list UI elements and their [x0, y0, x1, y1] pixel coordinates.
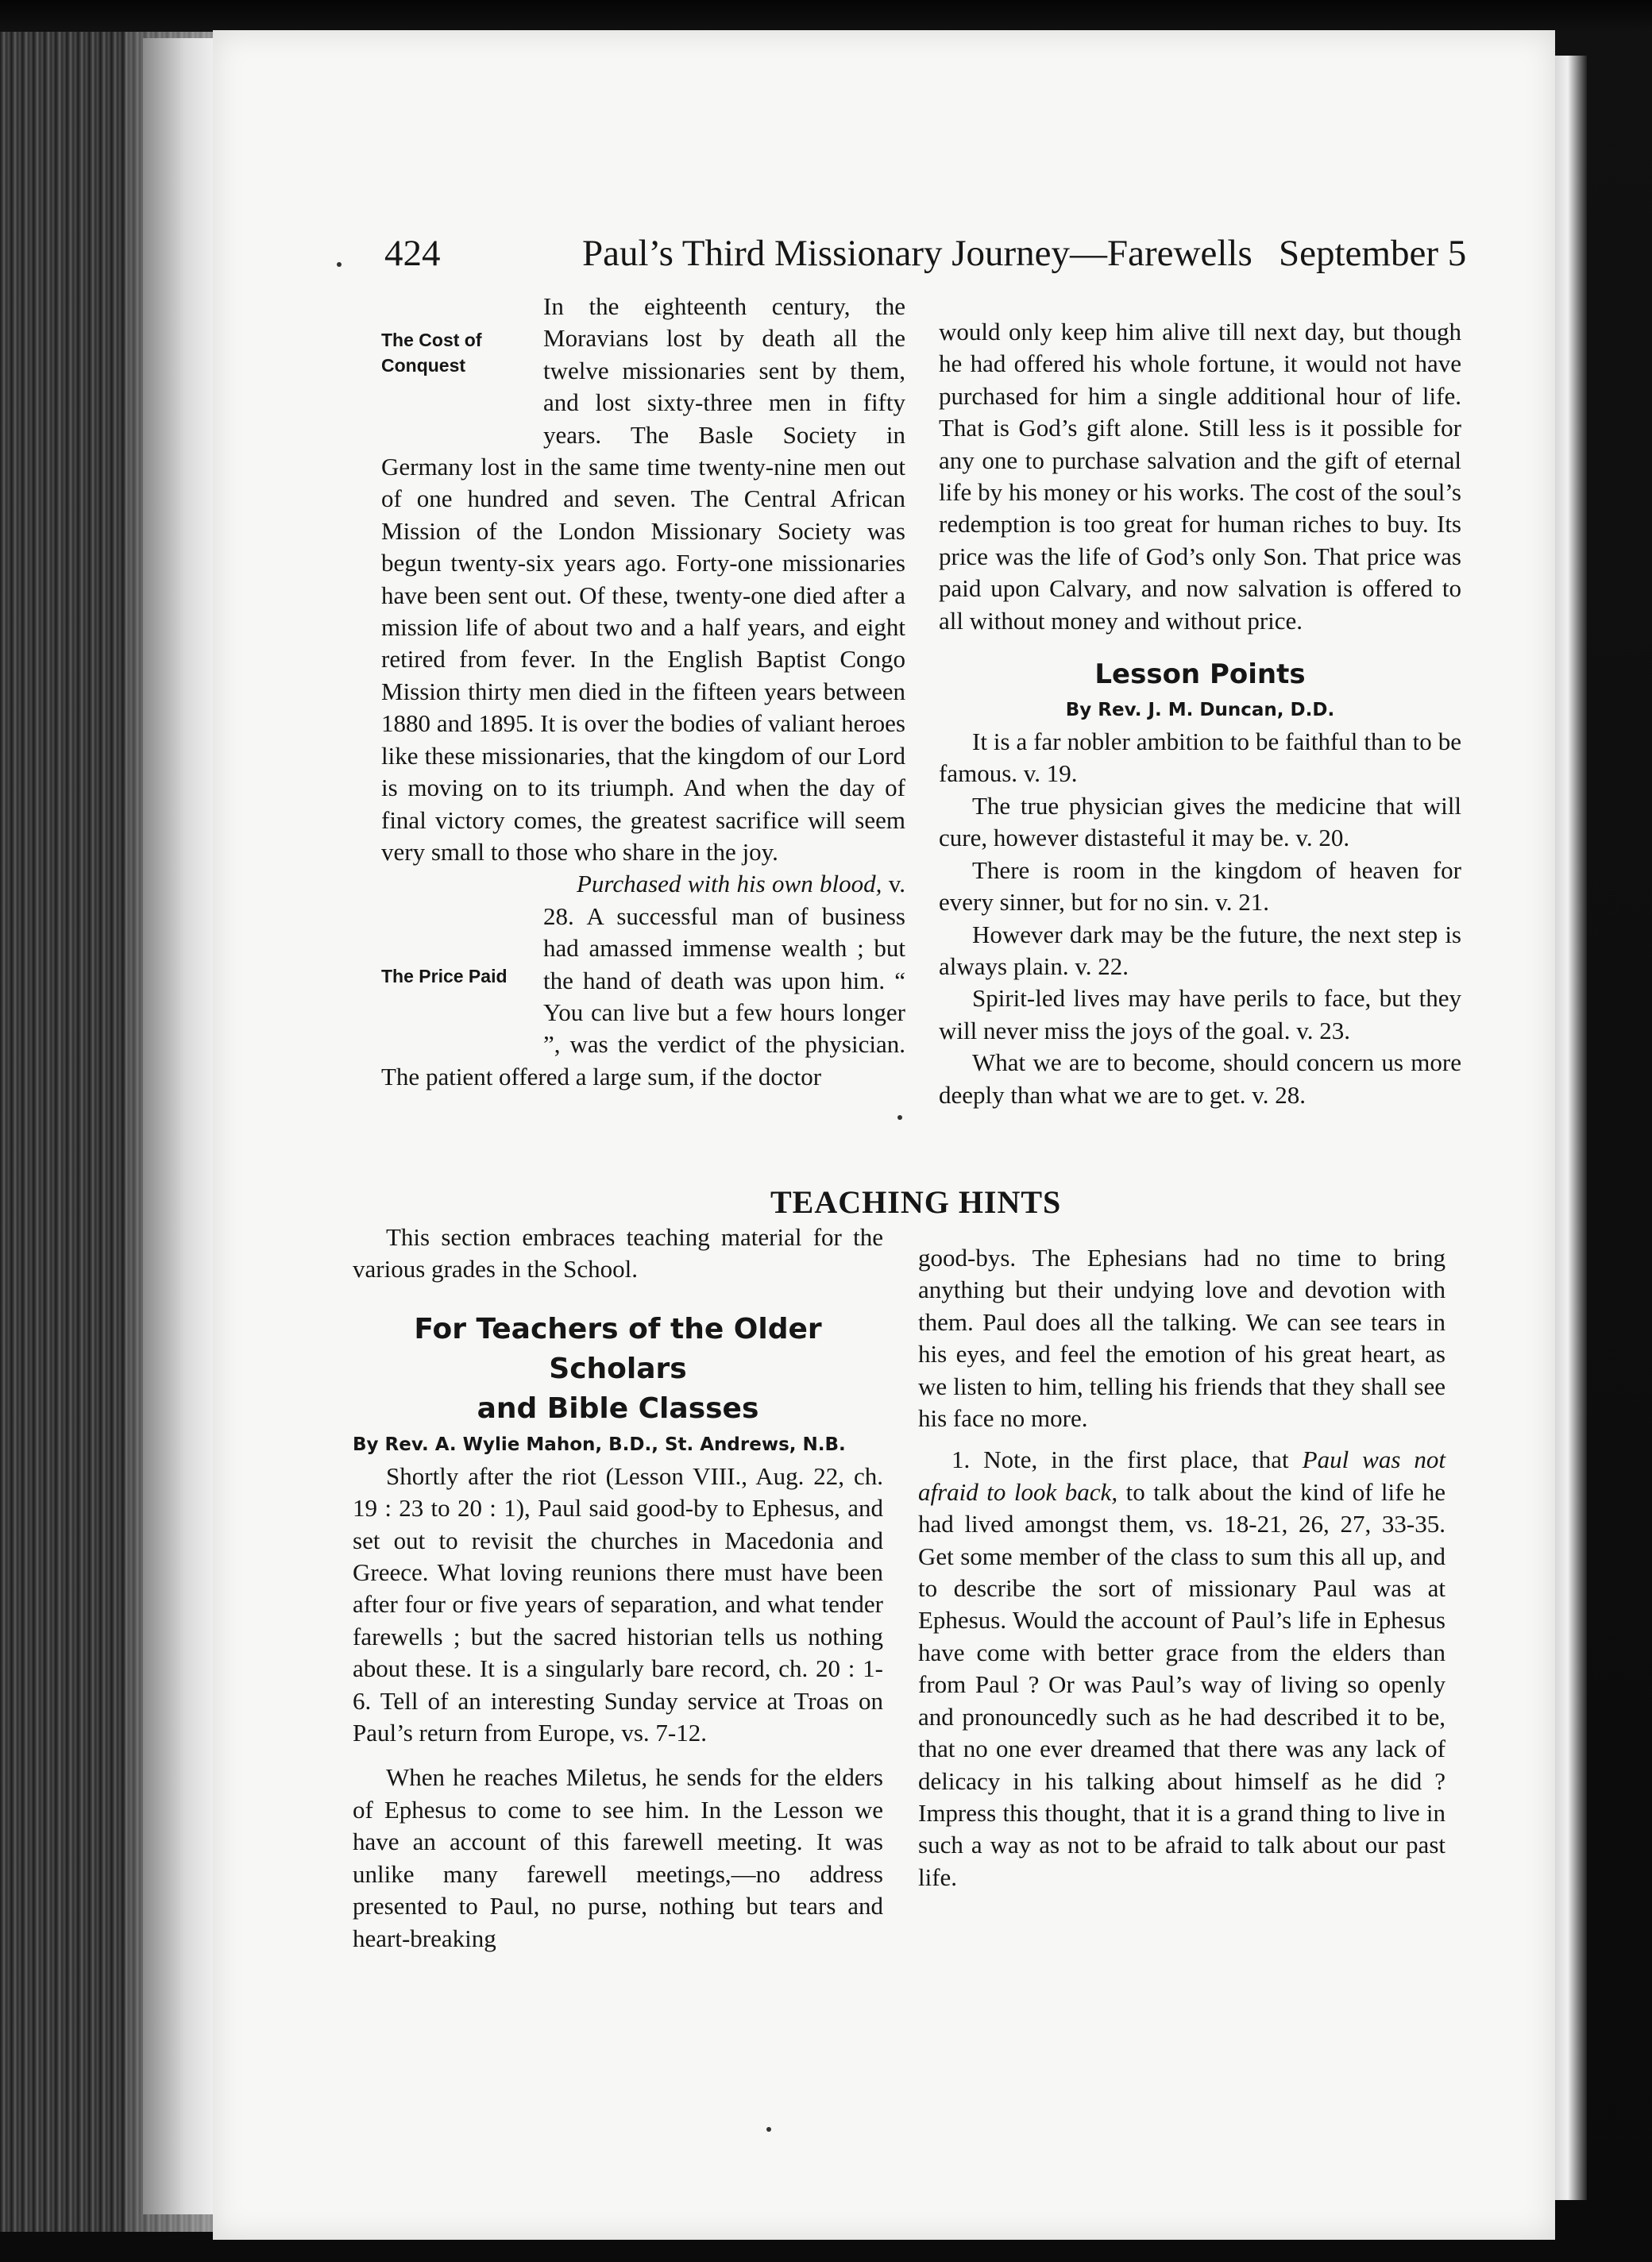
scan-speck [897, 1115, 902, 1120]
header-date: September 5 [1279, 233, 1467, 274]
lesson-point: What we are to become, should concern us more deeply than what we are to get. v. 28. [939, 1048, 1461, 1109]
note-start: 1. Note, in the first place, that [951, 1446, 1303, 1474]
miletus-paragraph: When he reaches Miletus, he sends for the elders of Ephesus to come to see him. In the Lesson we have an account of this farewell meeting. It was unlike many farewell meetings,—no address presented to Paul, no purse, nothing but tears and heart-breaking [353, 1763, 883, 1952]
lesson-point: It is a far nobler ambition to be faithful than to be famous. v. 19. [939, 728, 1461, 788]
lesson-points-byline: By Rev. J. M. Duncan, D.D. [1065, 700, 1335, 721]
teaching-intro: This section embraces teaching material for the various grades in the School. [353, 1223, 883, 1283]
scan-speck [337, 262, 342, 267]
goodbys-paragraph: good-bys. The Ephesians had no time to bring anything but their undying love and devotion with them. Paul does all the talking. We can see tears in his eyes, and feel the emotion of his great heart, as we listen to him, telling his friends that they shall see his face no more. [918, 1244, 1446, 1433]
lesson-point: However dark may be the future, the next step is always plain. v. 22. [939, 920, 1461, 980]
older-scholars-heading-line2: and Bible Classes [477, 1392, 759, 1425]
left-column-bottom [353, 1222, 883, 1955]
lesson-points-heading: Lesson Points [1094, 658, 1306, 691]
older-scholars-byline: By Rev. A. Wylie Mahon, B.D., St. Andrews, N.B. [353, 1434, 846, 1455]
left-column-top [381, 291, 905, 1093]
riot-paragraph: Shortly after the riot (Lesson VIII., Aug. 22, ch. 19 : 23 to 20 : 1), Paul said good-by to Ephesus, and set out to revisit the churches in Macedonia and Greece. What loving reunions there must have been after four or five years of separation, and what tender farewells ; but the sacred historian tells us nothing about these. It is a singularly bare record, ch. 20 : 1-6. Tell of an interesting Sunday service at Troas on Paul’s return from Europe, vs. 7-12. [353, 1461, 883, 1747]
lesson-point: There is room in the kingdom of heaven for every sinner, but for no sin. v. 21. [939, 855, 1461, 917]
sidenote-price-paid: The Price Paid [381, 966, 508, 987]
teaching-hints-title: TEACHING HINTS [770, 1184, 1062, 1220]
note-first-place-paragraph [918, 1444, 1446, 1893]
scan-speck [766, 2127, 771, 2132]
binding-gutter [143, 38, 214, 2214]
note-rest: to talk about the kind of life he had lived amongst them, vs. 18-21, 26, 27, 33-35. Get some member of the class to sum this all up, and to describe the sort of missionary Paul was at Ephesus. Would the account of Paul’s life in Ephesus have come with better grace from the elders than from Paul ? Or was Paul’s way of living so openly and pronouncedly such as he had described it to be, that no one ever dreamed that there was any lack of delicacy in his talking about himself as he did ? Impress this thought, that it is a grand thing to live in such a way as not to be afraid to talk about our past life. [918, 1477, 1446, 1891]
moravians-paragraph: In the eighteenth century, the Moravians lost by death all the twelve missionaries sent by them, and lost sixty-three men in fifty years. The Basle Society in Germany lost in the same time twenty-nine men out of one hundred and seven. The Central African Mission of the London Missionary Society was begun twenty-six years ago. Forty-one missionaries have been sent out. Of these, twenty-one died after a mission life of about two and a half years, and eight retired from fever. In the English Baptist Congo Mission thirty men died in the fifteen years between 1880 and 1895. It is over the bodies of valiant heroes like these missionaries, that the kingdom of our Lord is moving on to its triumph. And when the day of final victory comes, the greatest sacrifice will seem very small to those who share in the joy. [381, 292, 905, 866]
right-column-top [939, 316, 1461, 1111]
purchased-rest: v. 28. A successful man of business had amassed immense wealth ; but the hand of death was upon him. “ You can live but a few hours longer ”, was the verdict of the physician. The patient offered a large sum, if the doctor [381, 870, 905, 1090]
running-title: Paul’s Third Missionary Journey—Farewells [582, 233, 1253, 274]
sidenote-cost-of-conquest: The Cost of Conquest [381, 330, 482, 376]
lesson-point: Spirit-led lives may have perils to face, but they will never miss the joys of the goal. v. 23. [939, 984, 1461, 1044]
right-page-edge [1555, 56, 1587, 2200]
lesson-point: The true physician gives the medicine that will cure, however distasteful it may be. v. 20. [939, 791, 1461, 852]
right-column-bottom [918, 1242, 1446, 1893]
page-number: 424 [384, 233, 441, 274]
note-italic: Paul was not afraid to look back, [918, 1446, 1446, 1506]
redemption-paragraph: would only keep him alive till next day, but though he had offered his whole fortune, it would not have purchased for him a single additional hour of life. That is God’s gift alone. Still less is it possible for any one to purchase salvation and the gift of eternal life by his money or his works. The cost of the soul’s redemption is too great for human riches to buy. Its price was the life of God’s only Son. That price was paid upon Calvary, and now salvation is offered to all without money and without price. [939, 318, 1461, 635]
purchased-italic: Purchased with his own blood, [577, 870, 882, 898]
older-scholars-heading-line1: For Teachers of the Older Scholars [414, 1312, 822, 1385]
